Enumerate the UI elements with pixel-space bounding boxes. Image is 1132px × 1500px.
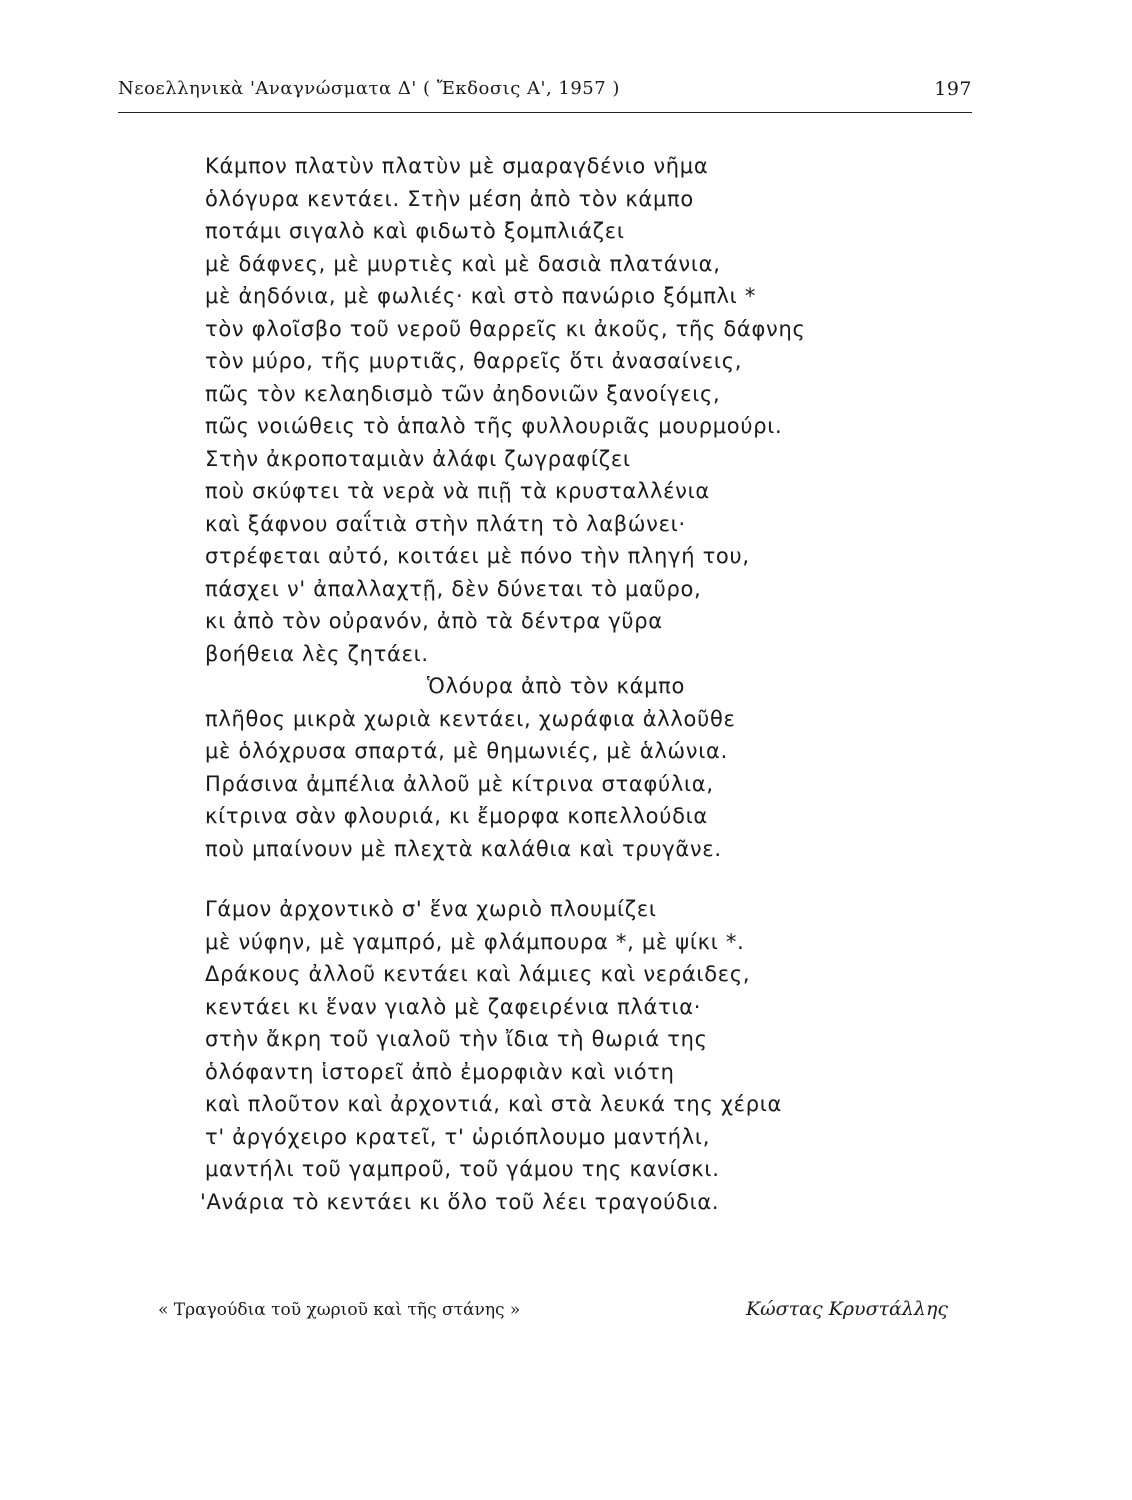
poem-line: ποὺ μπαίνουν μὲ πλεχτὰ καλάθια καὶ τρυγᾶνε. [205, 836, 722, 861]
poem-line: πάσχει ν' ἀπαλλαχτῇ, δὲν δύνεται τὸ μαῦρο, [205, 576, 702, 601]
poem-line: τὸν φλοῖσβο τοῦ νεροῦ θαρρεῖς κι ἀκοῦς, τῆς δάφνης [205, 316, 806, 341]
poem-line: Δράκους ἀλλοῦ κεντάει καὶ λάμιες καὶ νεράιδες, [205, 962, 751, 986]
poem-line: στρέφεται αὐτό, κοιτάει μὲ πόνο τὴν πληγή του, [205, 544, 750, 568]
poem-line: ποὺ σκύφτει τὰ νερὰ νὰ πιῇ τὰ κρυσταλλένια [205, 479, 710, 503]
poem-line: Πράσινα ἀμπέλια ἀλλοῦ μὲ κίτρινα σταφύλια, [205, 771, 714, 796]
stanza-3 [200, 893, 965, 1218]
poem-line: Γάμον ἀρχοντικὸ σ' ἕνα χωριὸ πλουμίζει [205, 897, 657, 921]
poem-line: πλῆθος μικρὰ χωριὰ κεντάει, χωράφια ἀλλοῦθε [205, 706, 736, 731]
poem-line: ὁλόφαντη ἱστορεῖ ἀπὸ ἐμορφιὰν καὶ νιότη [205, 1059, 675, 1084]
poem-line: μαντήλι τοῦ γαμπροῦ, τοῦ γάμου της κανίσκι. [205, 1157, 720, 1181]
poem-line: μὲ δάφνες, μὲ μυρτιὲς καὶ μὲ δασιὰ πλατάνια, [205, 251, 721, 276]
poem-line: ὁλόγυρα κεντάει. Στὴν μέση ἀπὸ τὸν κάμπο [205, 186, 694, 211]
poem-line: τ' ἀργόχειρο κρατεῖ, τ' ὡριόπλουμο μαντήλι, [205, 1124, 711, 1149]
poem-line: μὲ ἀηδόνια, μὲ φωλιές· καὶ στὸ πανώριο ξόμπλι * [205, 284, 757, 308]
poem-line: κι ἀπὸ τὸν οὐρανόν, ἀπὸ τὰ δέντρα γῦρα [205, 609, 663, 633]
running-header [118, 74, 972, 108]
poem-line: Κάμπον πλατὺν πλατὺν μὲ σμαραγδένιο νῆμα [205, 154, 709, 178]
poem-line: κεντάει κι ἕναν γιαλὸ μὲ ζαφειρένια πλάτια· [205, 994, 702, 1019]
poem-line: 'Ανάρια τὸ κεντάει κι ὅλο τοῦ λέει τραγούδια. [200, 1189, 720, 1214]
poem-line: μὲ ὁλόχρυσα σπαρτά, μὲ θημωνιές, μὲ ἁλώνια. [205, 739, 728, 763]
running-title: Νεοελληνικὰ 'Αναγνώσματα Δ' ( Ἔκδοσις Α', 1957 ) [118, 78, 620, 99]
poem-attribution [158, 1296, 948, 1326]
stanza-1 [205, 150, 965, 670]
poem-line: ποτάμι σιγαλὸ καὶ φιδωτὸ ξομπλιάζει [205, 219, 625, 243]
poem-line: μὲ νύφην, μὲ γαμπρό, μὲ φλάμπουρα *, μὲ ψίκι *. [205, 929, 745, 954]
poem-body [200, 150, 965, 1218]
author-name: Κώστας Κρυστάλλης [745, 1298, 948, 1320]
poem-line: καὶ πλοῦτον καὶ ἀρχοντιά, καὶ στὰ λευκά της χέρια [205, 1092, 783, 1116]
poem-line: τὸν μύρο, τῆς μυρτιᾶς, θαρρεῖς ὅτι ἀνασαίνεις, [205, 349, 743, 373]
poem-line: πῶς νοιώθεις τὸ ἁπαλὸ τῆς φυλλουριᾶς μουρμούρι. [205, 414, 783, 438]
stanza-2 [205, 670, 965, 865]
poem-line: καὶ ξάφνου σαΐτιὰ στὴν πλάτη τὸ λαβώνει· [205, 511, 686, 536]
source-title: « Τραγούδια τοῦ χωριοῦ καὶ τῆς στάνης » [158, 1300, 521, 1320]
poem-line: βοήθεια λὲς ζητάει. [205, 641, 429, 666]
poem-line: κίτρινα σὰν φλουριά, κι ἔμορφα κοπελλούδια [205, 804, 708, 828]
poem-line: πῶς τὸν κελαηδισμὸ τῶν ἀηδονιῶν ξανοίγεις, [205, 381, 721, 406]
poem-line: Ὁλόυρα ἀπὸ τὸν κάμπο [427, 674, 686, 698]
header-rule [118, 112, 972, 113]
stanza-gap [205, 865, 965, 893]
page-number: 197 [934, 78, 972, 100]
poem-line: στὴν ἄκρη τοῦ γιαλοῦ τὴν ἴδια τὴ θωριά της [205, 1027, 708, 1051]
poem-line: Στὴν ἀκροποταμιὰν ἀλάφι ζωγραφίζει [205, 446, 631, 471]
